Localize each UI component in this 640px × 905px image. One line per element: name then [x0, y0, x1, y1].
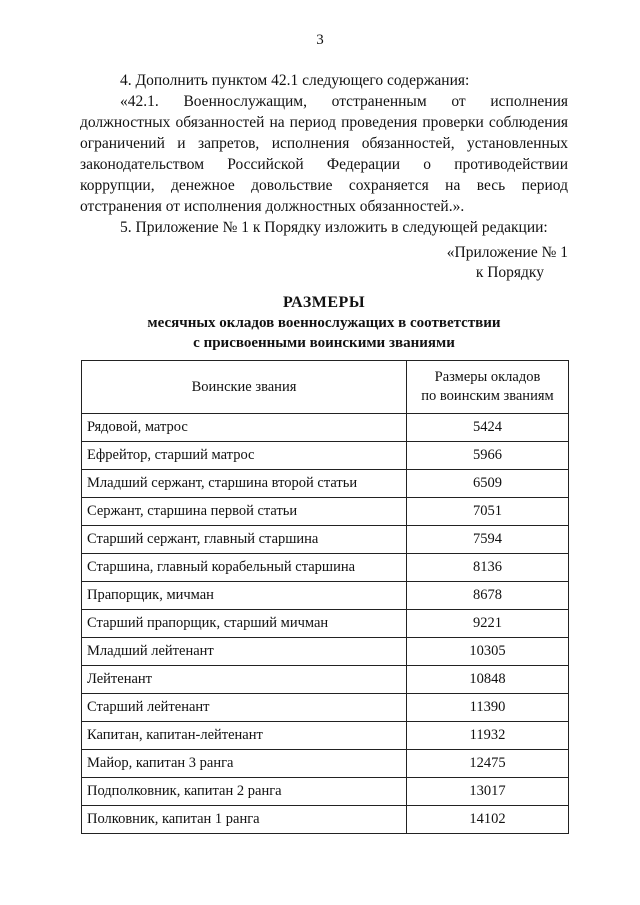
- heading-title: РАЗМЕРЫ: [282, 294, 366, 311]
- header-salary: [407, 361, 569, 414]
- rank-cell: Младший лейтенант: [82, 638, 407, 666]
- rank-cell: Полковник, капитан 1 ранга: [82, 806, 407, 834]
- rank-cell: Старший прапорщик, старший мичман: [82, 610, 407, 638]
- salary-amount-cell: 5424: [407, 414, 569, 442]
- page-number: 3: [316, 32, 324, 48]
- header-rank: Воинские звания: [82, 361, 407, 414]
- table-row: [82, 470, 569, 498]
- header-salary-line-2: по воинским званиям: [421, 388, 554, 404]
- paragraph-item-5: 5. Приложение № 1 к Порядку изложить в следующей редакции:: [120, 219, 548, 236]
- salary-amount-cell: 7051: [407, 498, 569, 526]
- salary-amount-cell: 8678: [407, 582, 569, 610]
- table-heading: [80, 293, 568, 353]
- table-header-row: [82, 361, 569, 414]
- table-row: [82, 666, 569, 694]
- appendix-line-1: «Приложение № 1: [446, 244, 568, 261]
- table-row: [82, 778, 569, 806]
- salary-amount-cell: 11932: [407, 722, 569, 750]
- rank-cell: Сержант, старшина первой статьи: [82, 498, 407, 526]
- salary-amount-cell: 12475: [407, 750, 569, 778]
- rank-cell: Майор, капитан 3 ранга: [82, 750, 407, 778]
- paragraph-item-4: 4. Дополнить пунктом 42.1 следующего содержания:: [120, 72, 470, 89]
- table-row: [82, 722, 569, 750]
- rank-cell: Капитан, капитан-лейтенант: [82, 722, 407, 750]
- table-row: [82, 442, 569, 470]
- salary-amount-cell: 10848: [407, 666, 569, 694]
- table-row: [82, 554, 569, 582]
- rank-cell: Старший лейтенант: [82, 694, 407, 722]
- table-row: [82, 526, 569, 554]
- table-row: [82, 750, 569, 778]
- table-row: [82, 694, 569, 722]
- rank-cell: Рядовой, матрос: [82, 414, 407, 442]
- rank-cell: Лейтенант: [82, 666, 407, 694]
- table-row: [82, 806, 569, 834]
- heading-line-1: месячных окладов военнослужащих в соответствии: [147, 315, 501, 331]
- salary-amount-cell: 13017: [407, 778, 569, 806]
- table-row: [82, 610, 569, 638]
- salary-table: [81, 360, 569, 834]
- salary-amount-cell: 8136: [407, 554, 569, 582]
- rank-cell: Ефрейтор, старший матрос: [82, 442, 407, 470]
- document-body: [80, 70, 568, 238]
- table-row: [82, 582, 569, 610]
- paragraph-clause-42-1: «42.1. Военнослужащим, отстраненным от исполнения должностных обязанностей на период проведения проверки соблюдения ограничений и запретов, исполнения обязанностей, установленных законодательством Российской Федерации о противодействии коррупции, денежное довольствие сохраняется на весь период отстранения от исполнения должностных обязанностей.».: [80, 93, 568, 215]
- appendix-reference: [380, 243, 568, 283]
- salary-amount-cell: 11390: [407, 694, 569, 722]
- heading-line-2: с присвоенными воинскими званиями: [193, 335, 455, 351]
- salary-table-body: [82, 414, 569, 834]
- table-row: [82, 414, 569, 442]
- salary-amount-cell: 5966: [407, 442, 569, 470]
- rank-cell: Подполковник, капитан 2 ранга: [82, 778, 407, 806]
- rank-cell: Прапорщик, мичман: [82, 582, 407, 610]
- rank-cell: Старшина, главный корабельный старшина: [82, 554, 407, 582]
- salary-amount-cell: 14102: [407, 806, 569, 834]
- rank-cell: Младший сержант, старшина второй статьи: [82, 470, 407, 498]
- rank-cell: Старший сержант, главный старшина: [82, 526, 407, 554]
- salary-amount-cell: 10305: [407, 638, 569, 666]
- salary-amount-cell: 6509: [407, 470, 569, 498]
- table-row: [82, 498, 569, 526]
- header-salary-line-1: Размеры окладов: [434, 369, 541, 385]
- table-row: [82, 638, 569, 666]
- salary-amount-cell: 7594: [407, 526, 569, 554]
- salary-amount-cell: 9221: [407, 610, 569, 638]
- appendix-line-2: к Порядку: [475, 264, 544, 281]
